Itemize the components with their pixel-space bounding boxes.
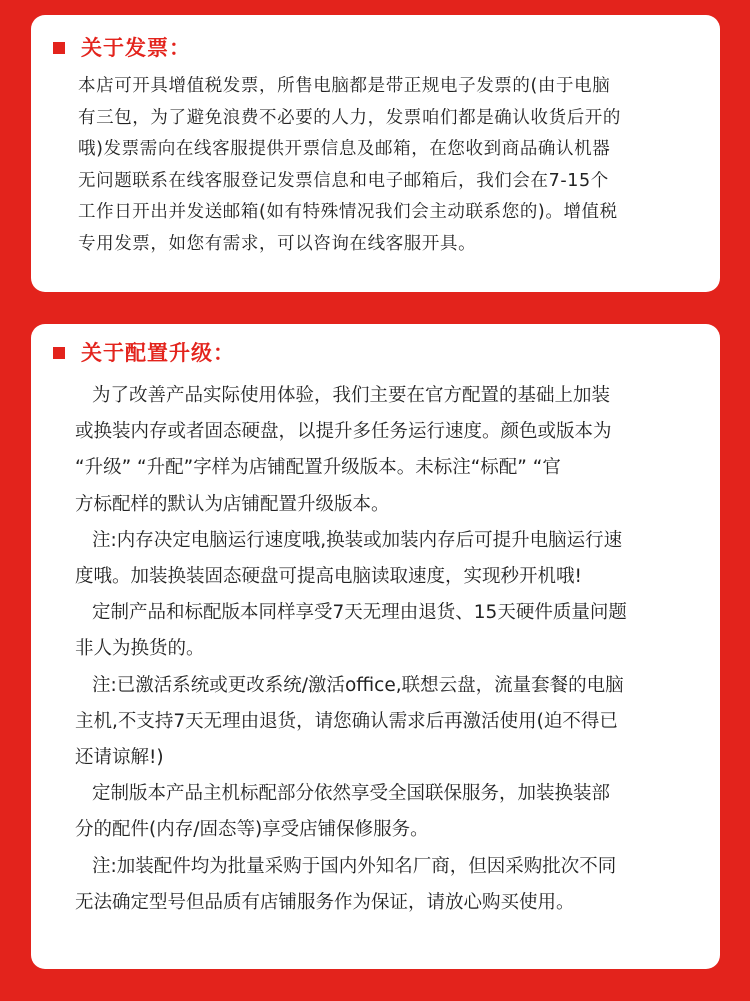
- upgrade-body: [75, 378, 700, 921]
- invoice-line: 工作日开出并发送邮箱(如有特殊情况我们会主动联系您的)。增值税: [78, 202, 618, 222]
- upgrade-panel: [31, 324, 720, 969]
- upgrade-line: 度哦。加装换装固态硬盘可提高电脑读取速度，实现秒开机哦!: [75, 566, 582, 588]
- invoice-line: 本店可开具增值税发票，所售电脑都是带正规电子发票的(由于电脑: [78, 76, 611, 96]
- upgrade-line: 定制产品和标配版本同样享受7天无理由退货、15天硬件质量问题: [92, 602, 627, 624]
- upgrade-header: [53, 340, 235, 366]
- upgrade-line: “升级” “升配”字样为店铺配置升级版本。未标注“标配” “官: [75, 457, 561, 479]
- red-square-bullet-icon: [53, 347, 65, 359]
- upgrade-line: 注:已激活系统或更改系统/激活office,联想云盘，流量套餐的电脑: [92, 674, 624, 696]
- upgrade-line: 或换装内存或者固态硬盘，以提升多任务运行速度。颜色或版本为: [75, 421, 612, 443]
- invoice-title: 关于发票：: [81, 36, 191, 60]
- upgrade-line: 无法确定型号但品质有店铺服务作为保证，请放心购买使用。: [75, 891, 575, 913]
- invoice-header: [53, 35, 191, 61]
- upgrade-line: 主机,不支持7天无理由退货，请您确认需求后再激活使用(迫不得已: [75, 710, 618, 732]
- upgrade-line: 非人为换货的。: [75, 638, 205, 660]
- upgrade-line: 方标配样的默认为店铺配置升级版本。: [75, 493, 390, 515]
- red-square-bullet-icon: [53, 42, 65, 54]
- upgrade-line: 分的配件(内存/固态等)享受店铺保修服务。: [75, 819, 429, 841]
- invoice-line: 哦)发票需向在线客服提供开票信息及邮箱，在您收到商品确认机器: [78, 139, 611, 159]
- invoice-panel: [31, 15, 720, 292]
- upgrade-title: 关于配置升级：: [81, 341, 235, 365]
- invoice-line: 专用发票，如您有需求，可以咨询在线客服开具。: [78, 233, 477, 254]
- upgrade-line: 为了改善产品实际使用体验，我们主要在官方配置的基础上加装: [92, 385, 611, 406]
- invoice-line: 无问题联系在线客服登记发票信息和电子邮箱后，我们会在7-15个: [78, 170, 609, 191]
- upgrade-line: 注:加装配件均为批量采购于国内外知名厂商，但因采购批次不同: [92, 855, 617, 877]
- invoice-body: [78, 71, 708, 260]
- invoice-line: 有三包，为了避免浪费不必要的人力，发票咱们都是确认收货后开的: [78, 107, 621, 128]
- upgrade-line: 还请谅解!): [75, 747, 164, 769]
- upgrade-line: 注:内存决定电脑运行速度哦,换装或加装内存后可提升电脑运行速: [92, 529, 623, 551]
- upgrade-line: 定制版本产品主机标配部分依然享受全国联保服务，加装换装部: [92, 783, 611, 805]
